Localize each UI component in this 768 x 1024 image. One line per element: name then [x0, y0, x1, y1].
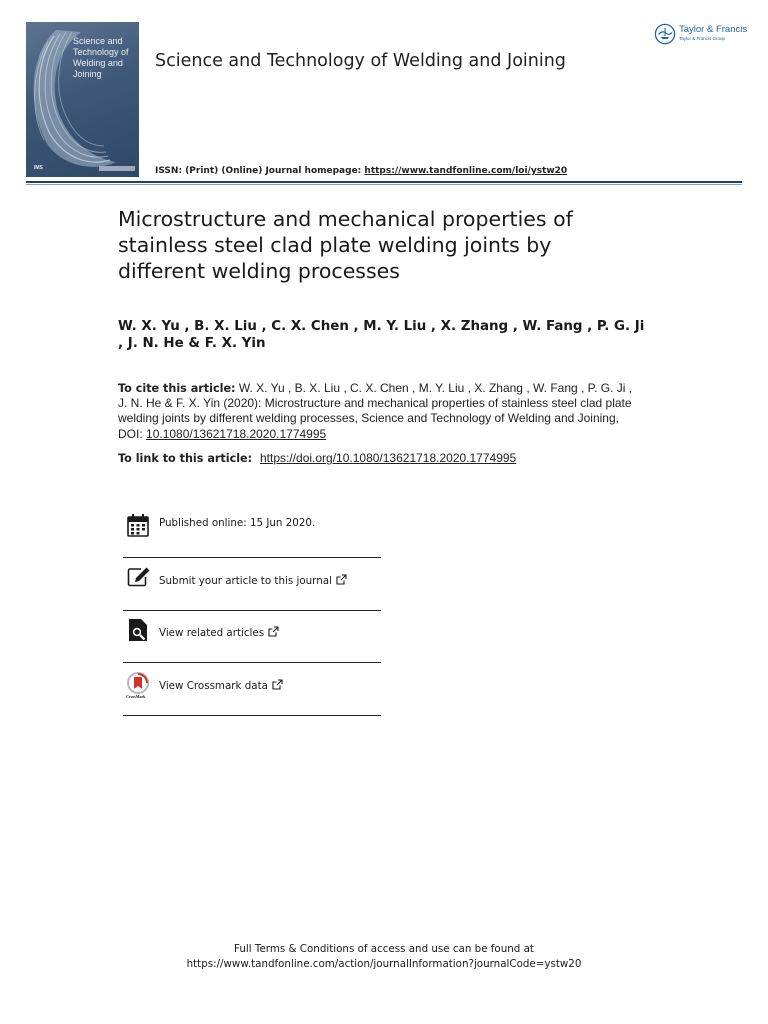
- divider: [123, 662, 381, 663]
- external-link-icon: [272, 679, 283, 690]
- divider: [123, 557, 381, 558]
- publisher-name: Taylor & Francis: [679, 24, 748, 35]
- cover-publisher-mark: IMS: [34, 165, 43, 171]
- cover-title: Science and Technology of Welding and Joining: [73, 36, 129, 79]
- document-search-icon: [127, 618, 149, 642]
- submit-article-label: [159, 574, 347, 587]
- journal-homepage-link[interactable]: https://www.tandfonline.com/loi/ystw20: [364, 166, 568, 176]
- publisher-logo[interactable]: [654, 22, 746, 46]
- submit-article-text: Submit your article to this journal: [159, 575, 332, 587]
- related-articles-label: [159, 626, 279, 639]
- citation-label: To cite this article:: [118, 382, 236, 395]
- external-link-icon: [268, 626, 279, 637]
- related-articles-row[interactable]: [123, 618, 381, 646]
- journal-title[interactable]: Science and Technology of Welding and Joining: [155, 51, 566, 71]
- journal-cover: [26, 22, 139, 177]
- published-online-text: Published online: 15 Jun 2020.: [159, 517, 316, 529]
- publisher-group: Taylor & Francis Group: [679, 36, 726, 41]
- crossmark-badge-label: CrossMark: [126, 694, 146, 699]
- header-rule: [26, 181, 742, 183]
- footer-terms-text: Full Terms & Conditions of access and use can be found at: [234, 943, 534, 955]
- article-authors: W. X. Yu , B. X. Liu , C. X. Chen , M. Y. Liu , X. Zhang , W. Fang , P. G. Ji , J. N. He & F. X. Yin: [118, 319, 645, 351]
- doi-link[interactable]: 10.1080/13621718.2020.1774995: [146, 426, 327, 441]
- footer: [0, 942, 768, 972]
- article-title: Microstructure and mechanical properties of stainless steel clad plate welding joints by different welding processes: [118, 207, 573, 283]
- submit-article-row[interactable]: [123, 565, 381, 593]
- crossmark-row[interactable]: [123, 672, 381, 702]
- edit-icon: [127, 566, 151, 588]
- header-rule-thin: [26, 184, 742, 185]
- publisher-logo-icon: [654, 23, 676, 45]
- link-label: To link to this article:: [118, 452, 256, 465]
- crossmark-label: [159, 679, 283, 692]
- footer-terms-url[interactable]: https://www.tandfonline.com/action/journalInformation?journalCode=ystw20: [186, 958, 582, 970]
- divider: [123, 610, 381, 611]
- citation-text: W. X. Yu , B. X. Liu , C. X. Chen , M. Y. Liu , X. Zhang , W. Fang , P. G. Ji , J. N. He & F. X. Yin (2020): Microstructure and mechanical properties of stainless steel clad plate welding joints by different welding processes, Science and Technology of Welding and Joining, DOI:: [118, 381, 633, 441]
- external-link-icon: [336, 574, 347, 585]
- published-online-row: [123, 512, 381, 538]
- crossmark-text: View Crossmark data: [159, 680, 268, 692]
- article-doi-url[interactable]: https://doi.org/10.1080/13621718.2020.1774995: [260, 451, 517, 465]
- related-articles-text: View related articles: [159, 627, 265, 639]
- issn-text: ISSN: (Print) (Online) Journal homepage:: [155, 166, 365, 176]
- calendar-icon: [127, 513, 149, 537]
- divider: [123, 715, 381, 716]
- citation-block: [118, 381, 643, 442]
- article-link-line: [118, 451, 643, 465]
- issn-line: [155, 166, 567, 176]
- cover-footer-bar: [99, 166, 135, 171]
